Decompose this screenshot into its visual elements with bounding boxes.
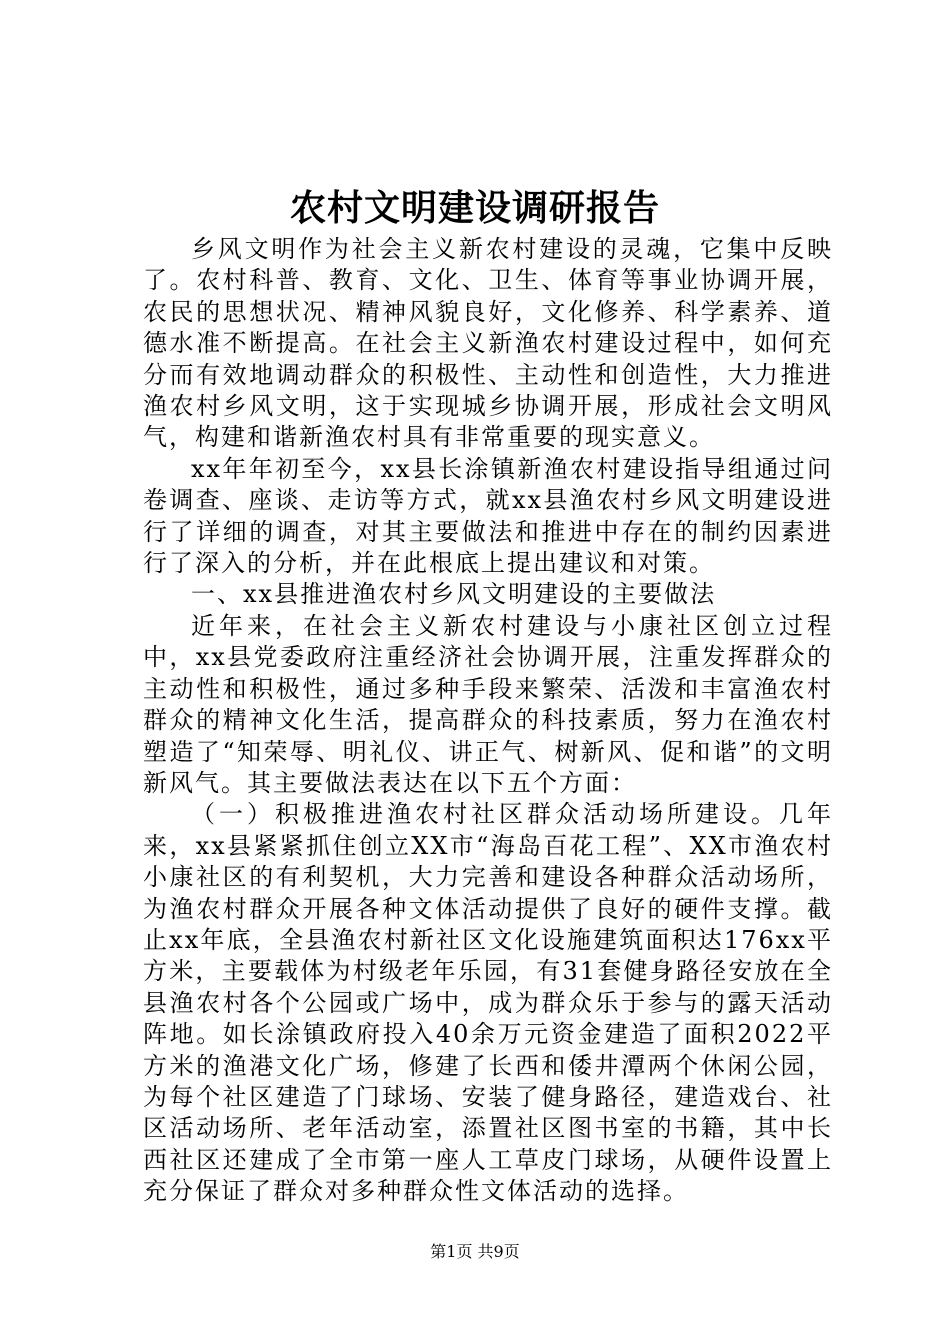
document-body	[143, 234, 833, 1208]
paragraph-survey: xx年年初至今，xx县长涂镇新渔农村建设指导组通过问卷调查、座谈、走访等方式，就xx县渔农村乡风文明建设进行了详细的调查，对其主要做法和推进中存在的制约因素进行了深入的分析，并在此根底上提出建议和对策。	[143, 454, 833, 578]
document-title: 农村文明建设调研报告	[289, 187, 660, 229]
paragraph-recent-years: 近年来，在社会主义新农村建设与小康社区创立过程中，xx县党委政府注重经济社会协调开展，注重发挥群众的主动性和积极性，通过多种手段来繁荣、活泼和丰富渔农村群众的精神文化生活，提高群众的科技素质，努力在渔农村塑造了“知荣辱、明礼仪、讲正气、树新风、促和谐”的文明新风气。其主要做法表达在以下五个方面：	[143, 611, 833, 797]
paragraph-activity-venues: （一）积极推进渔农村社区群众活动场所建设。几年来，xx县紧紧抓住创立XX市“海岛百花工程”、XX市渔农村小康社区的有利契机，大力完善和建设各种群众活动场所，为渔农村群众开展各种文体活动提供了良好的硬件支撑。截止xx年底，全县渔农村新社区文化设施建筑面积达176xx平方米，主要载体为村级老年乐园，有31套健身路径安放在全县渔农村各个公园或广场中，成为群众乐于参与的露天活动阵地。如长涂镇政府投入40余万元资金建造了面积2022平方米的渔港文化广场，修建了长西和倭井潭两个休闲公园，为每个社区建造了门球场、安装了健身路径，建造戏台、社区活动场所、老年活动室，添置社区图书室的书籍，其中长西社区还建成了全市第一座人工草皮门球场，从硬件设置上充分保证了群众对多种群众性文体活动的选择。	[143, 800, 833, 1206]
page-number-footer: 第1页 共9页	[430, 1242, 520, 1261]
paragraph-intro: 乡风文明作为社会主义新农村建设的灵魂，它集中反映了。农村科普、教育、文化、卫生、体育等事业协调开展，农民的思想状况、精神风貌良好，文化修养、科学素养、道德水准不断提高。在社会主义新渔农村建设过程中，如何充分而有效地调动群众的积极性、主动性和创造性，大力推进渔农村乡风文明，这于实现城乡协调开展，形成社会文明风气，构建和谐新渔农村具有非常重要的现实意义。	[143, 235, 833, 452]
section-heading-main-practices: 一、xx县推进渔农村乡风文明建设的主要做法	[191, 580, 717, 609]
